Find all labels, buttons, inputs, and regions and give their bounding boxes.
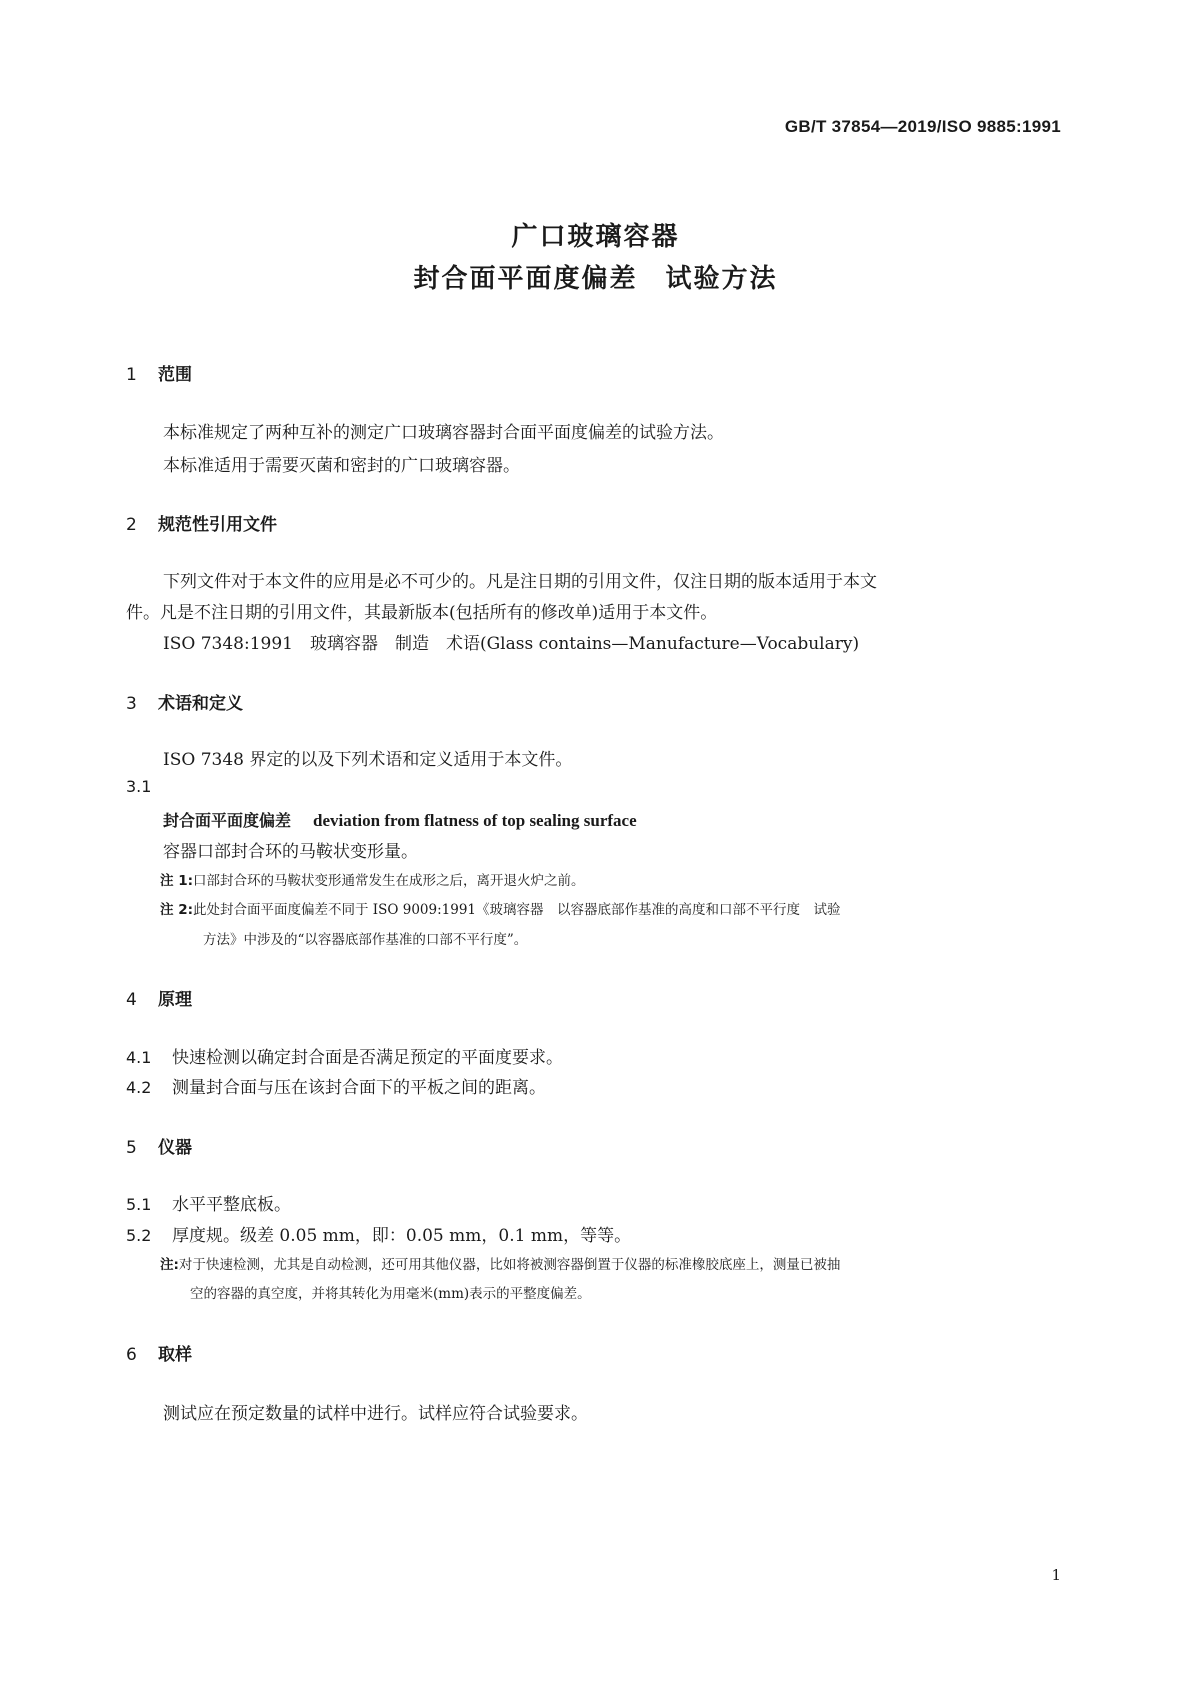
clause-5-1 [126, 1190, 291, 1215]
standard-number: GB/T 37854—2019/ISO 9885:1991 [784, 117, 1061, 136]
section-title: 范围 [158, 365, 192, 385]
normative-reference: ISO 7348:1991 玻璃容器 制造 术语(Glass contains—Manufacture—Vocabulary) [163, 634, 860, 654]
note-2 [160, 898, 841, 918]
section-1-paragraph-1: 本标准规定了两种互补的测定广口玻璃容器封合面平面度偏差的试验方法。 [163, 423, 724, 443]
clause-text: 快速检测以确定封合面是否满足预定的平面度要求。 [172, 1048, 563, 1068]
note-label: 注 1: [160, 873, 193, 889]
section-4-heading [126, 985, 192, 1010]
section-number: 4 [126, 990, 137, 1010]
note-label: 注 2: [160, 902, 193, 918]
section-number: 5 [126, 1138, 137, 1158]
clause-text: 水平平整底板。 [172, 1195, 291, 1215]
section-6-heading [126, 1340, 192, 1365]
clause-text: 厚度规。级差 0.05 mm，即：0.05 mm，0.1 mm，等等。 [172, 1226, 632, 1246]
section-title: 原理 [158, 990, 192, 1010]
section-3-heading [126, 689, 243, 714]
page-number: 1 [1051, 1566, 1061, 1584]
document-title-line1: 广口玻璃容器 [511, 222, 680, 252]
section-2-heading [126, 510, 277, 535]
section-3-paragraph: ISO 7348 界定的以及下列术语和定义适用于本文件。 [163, 750, 573, 770]
term-number: 3.1 [126, 777, 152, 796]
clause-4-1 [126, 1043, 563, 1068]
clause-number: 5.1 [126, 1195, 152, 1214]
section-2-paragraph-line-2: 件。凡是不注日期的引用文件，其最新版本(包括所有的修改单)适用于本文件。 [126, 603, 718, 623]
note-text-line-1: 此处封合面平面度偏差不同于 ISO 9009:1991《玻璃容器 以容器底部作基准的高度和口部不平行度 试验 [193, 902, 841, 918]
note-text: 口部封合环的马鞍状变形通常发生在成形之后，离开退火炉之前。 [193, 873, 585, 889]
section-number: 1 [126, 365, 137, 385]
clause-number: 4.2 [126, 1078, 152, 1097]
clause-5-2 [126, 1221, 631, 1246]
section-5-note [160, 1253, 840, 1273]
note-text-line-1: 对于快速检测，尤其是自动检测，还可用其他仪器，比如将被测容器倒置于仪器的标准橡胶底座上，测量已被抽 [178, 1257, 841, 1273]
section-1-paragraph-2: 本标准适用于需要灭菌和密封的广口玻璃容器。 [163, 456, 520, 476]
clause-4-2 [126, 1073, 546, 1098]
section-5-heading [126, 1133, 192, 1158]
section-title: 规范性引用文件 [158, 515, 277, 535]
section-title: 术语和定义 [158, 694, 243, 714]
clause-number: 5.2 [126, 1226, 152, 1245]
clause-text: 测量封合面与压在该封合面下的平板之间的距离。 [172, 1078, 546, 1098]
term-entry [163, 808, 637, 831]
section-1-heading [126, 360, 192, 385]
section-number: 2 [126, 515, 137, 535]
section-2-paragraph-line-1: 下列文件对于本文件的应用是必不可少的。凡是注日期的引用文件，仅注日期的版本适用于本文 [163, 572, 877, 592]
note-label: 注: [160, 1257, 179, 1273]
section-number: 6 [126, 1345, 137, 1365]
term-english: deviation from flatness of top sealing surface [313, 811, 637, 830]
term-chinese: 封合面平面度偏差 [163, 811, 292, 830]
section-number: 3 [126, 694, 137, 714]
clause-number: 4.1 [126, 1048, 152, 1067]
section-title: 仪器 [158, 1138, 192, 1158]
section-5-note-continuation: 空的容器的真空度，并将其转化为用毫米(mm)表示的平整度偏差。 [190, 1286, 591, 1302]
document-title-line2: 封合面平面度偏差 试验方法 [413, 264, 778, 294]
section-6-paragraph: 测试应在预定数量的试样中进行。试样应符合试验要求。 [163, 1404, 588, 1424]
term-definition: 容器口部封合环的马鞍状变形量。 [163, 842, 418, 862]
note-2-continuation: 方法》中涉及的“以容器底部作基准的口部不平行度”。 [203, 932, 528, 948]
note-1 [160, 869, 585, 889]
section-title: 取样 [158, 1345, 192, 1365]
